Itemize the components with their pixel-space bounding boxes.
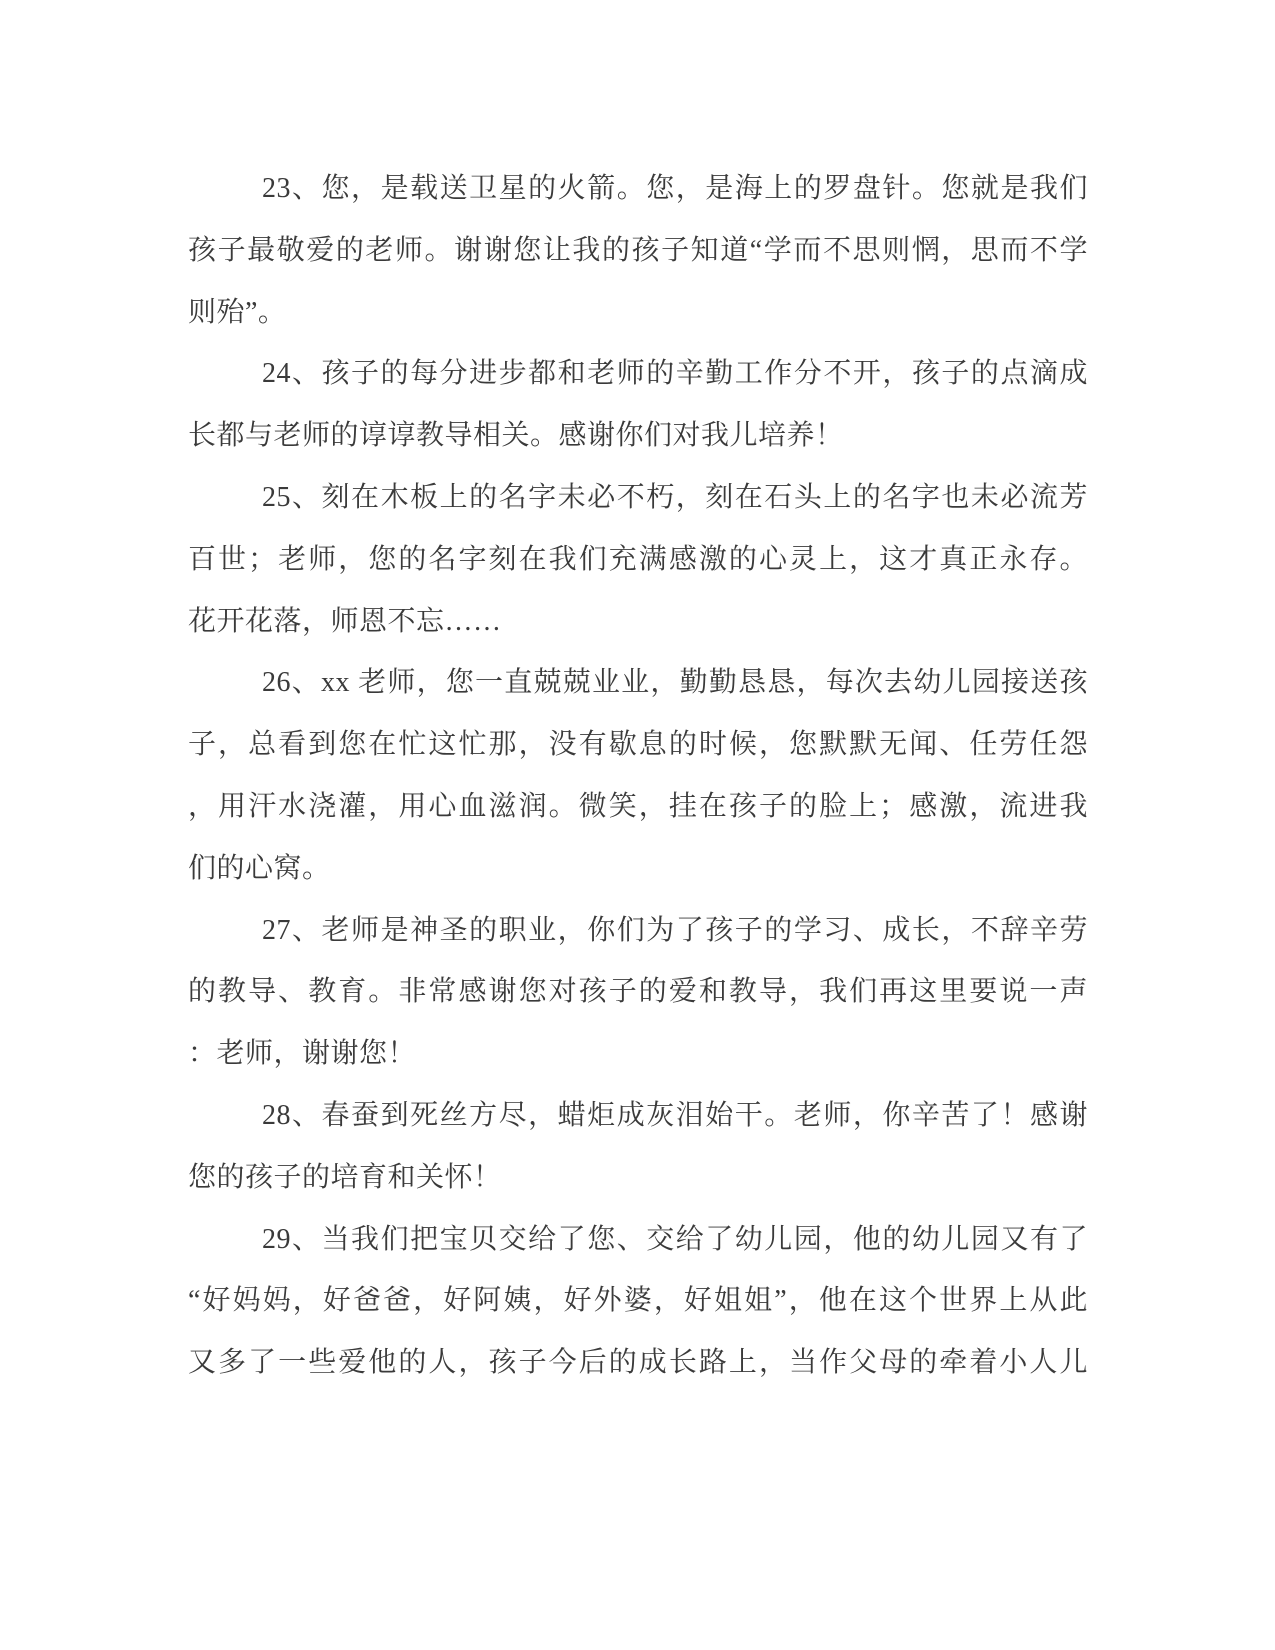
text-line: 花开花落，师恩不忘…… (188, 605, 502, 637)
paragraph-26 (188, 652, 1088, 899)
text-line: 26、xx 老师，您一直兢兢业业，勤勤恳恳，每次去幼儿园接送孩 (262, 667, 1088, 699)
text-line: 28、春蚕到死丝方尽，蜡炬成灰泪始干。老师，你辛苦了！感谢 (262, 1099, 1088, 1131)
text-line: 百世；老师，您的名字刻在我们充满感激的心灵上，这才真正永存。 (188, 543, 1088, 575)
paragraph-23 (188, 158, 1088, 343)
text-line: ：老师，谢谢您！ (188, 1038, 417, 1070)
paragraph-24 (188, 343, 1088, 467)
text-line: 27、老师是神圣的职业，你们为了孩子的学习、成长，不辞辛劳 (262, 914, 1088, 946)
paragraph-29 (188, 1209, 1088, 1394)
text-line: 的教导、教育。非常感谢您对孩子的爱和教导，我们再这里要说一声 (188, 976, 1088, 1008)
text-line: 长都与老师的谆谆教导相关。感谢你们对我儿培养！ (188, 420, 844, 452)
text-line: 24、孩子的每分进步都和老师的辛勤工作分不开，孩子的点滴成 (262, 358, 1088, 390)
text-line: 25、刻在木板上的名字未必不朽，刻在石头上的名字也未必流芳 (262, 481, 1088, 513)
text-line: 您的孩子的培育和关怀！ (188, 1161, 502, 1193)
text-line: 29、当我们把宝贝交给了您、交给了幼儿园，他的幼儿园又有了 (262, 1223, 1088, 1255)
document-text-block (188, 158, 1088, 1394)
text-line: “好妈妈，好爸爸，好阿姨，好外婆，好姐姐”，他在这个世界上从此 (188, 1285, 1088, 1317)
text-line: 们的心窝。 (188, 852, 331, 884)
text-line: 孩子最敬爱的老师。谢谢您让我的孩子知道“学而不思则惘，思而不学 (188, 234, 1088, 266)
text-line: 子，总看到您在忙这忙那，没有歇息的时候，您默默无闻、任劳任怨 (188, 729, 1088, 761)
text-line: 则殆”。 (188, 296, 287, 328)
text-line: 又多了一些爱他的人，孩子今后的成长路上，当作父母的牵着小人儿 (188, 1347, 1088, 1379)
text-line: ，用汗水浇灌，用心血滋润。微笑，挂在孩子的脸上；感激，流进我 (188, 790, 1088, 822)
paragraph-25 (188, 467, 1088, 652)
text-line: 23、您，是载送卫星的火箭。您，是海上的罗盘针。您就是我们 (262, 173, 1088, 204)
paragraph-27 (188, 900, 1088, 1085)
paragraph-28 (188, 1085, 1088, 1209)
